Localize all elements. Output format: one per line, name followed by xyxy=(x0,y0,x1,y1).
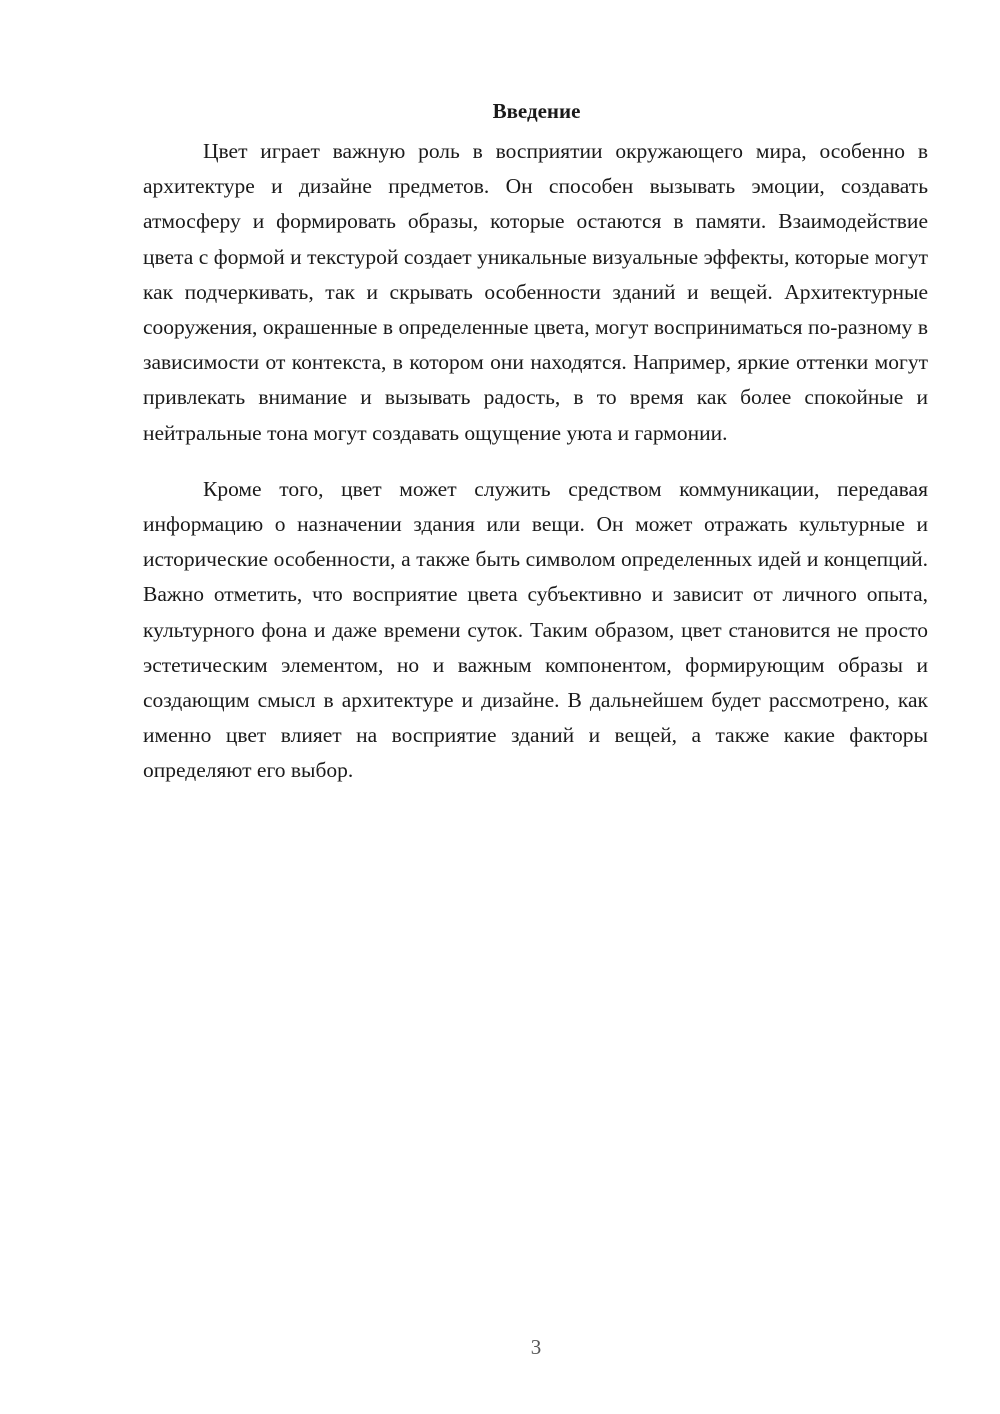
paragraph-1: Цвет играет важную роль в восприятии окружающего мира, особенно в архитектуре и дизайне предметов. Он способен вызывать эмоции, создавать атмосферу и формировать образы, которые остаются в памяти. Взаимодействие цвета с формой и текстурой создает уникальные визуальные эффекты, которые могут как подчеркивать, так и скрывать особенности зданий и вещей. Архитектурные сооружения, окрашенные в определенные цвета, могут восприниматься по-разному в зависимости от контекста, в котором они находятся. Например, яркие оттенки могут привлекать внимание и вызывать радость, в то время как более спокойные и нейтральные тона могут создавать ощущение уюта и гармонии. xyxy=(143,139,928,445)
page-number: 3 xyxy=(530,1335,542,1359)
page-content xyxy=(143,96,928,810)
paragraph-2: Кроме того, цвет может служить средством коммуникации, передавая информацию о назначении здания или вещи. Он может отражать культурные и исторические особенности, а также быть символом определенных идей и концепций. Важно отметить, что восприятие цвета субъективно и зависит от личного опыта, культурного фона и даже времени суток. Таким образом, цвет становится не просто эстетическим элементом, но и важным компонентом, формирующим образы и создающим смысл в архитектуре и дизайне. В дальнейшем будет рассмотрено, как именно цвет влияет на восприятие зданий и вещей, а также какие факторы определяют его выбор. xyxy=(143,476,928,783)
section-title: Введение xyxy=(492,99,581,123)
